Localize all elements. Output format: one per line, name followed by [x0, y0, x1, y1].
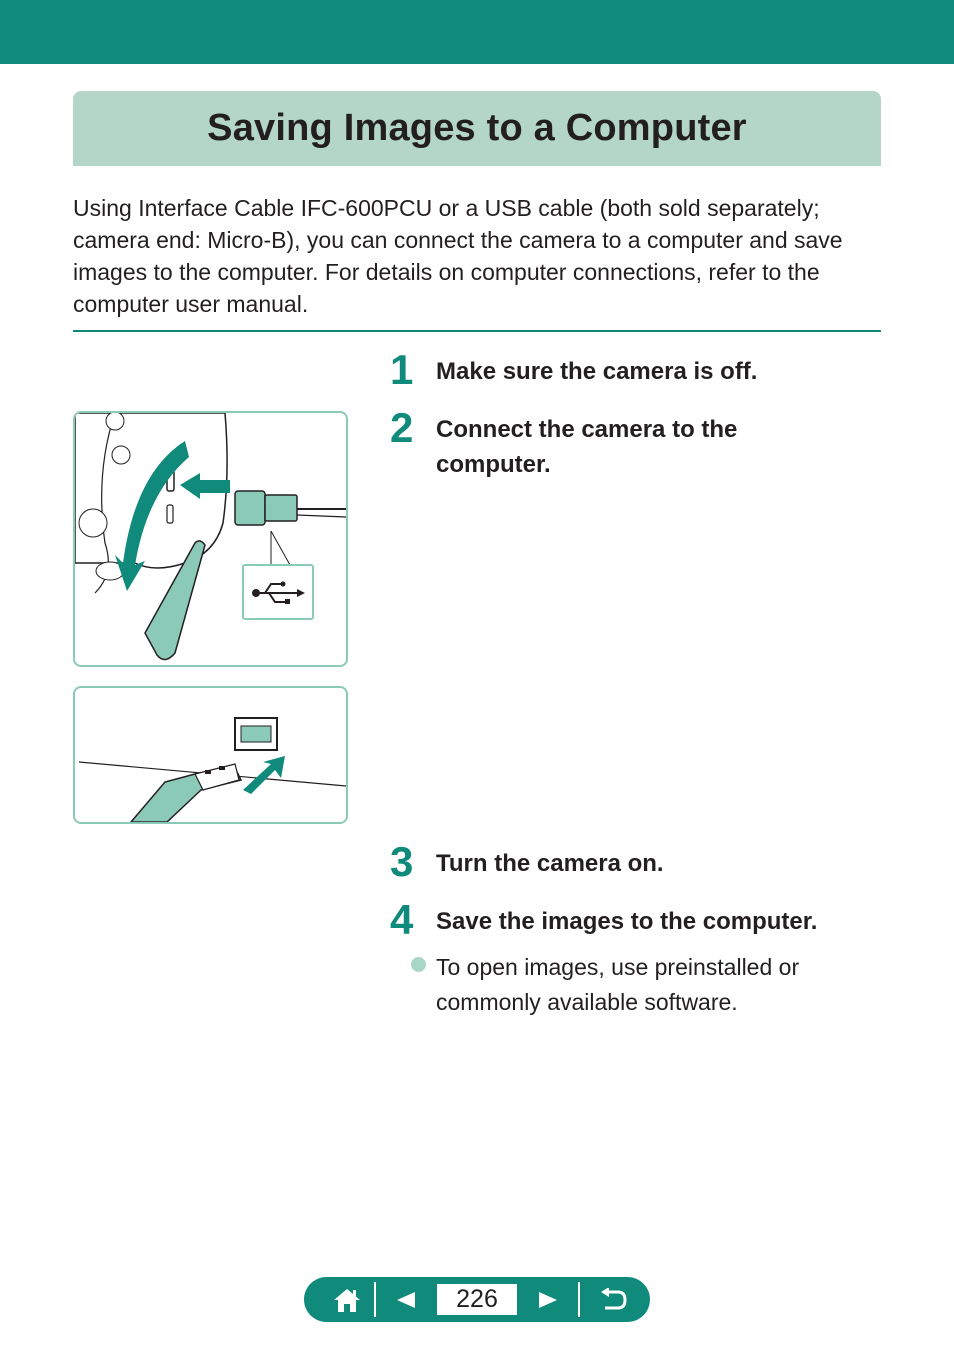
previous-page-button[interactable] — [384, 1277, 428, 1322]
section-divider — [73, 330, 881, 332]
computer-usb-illustration — [75, 688, 346, 822]
page-title: Saving Images to a Computer — [207, 107, 747, 149]
page-number: 226 — [437, 1284, 517, 1315]
page-navigation-bar — [304, 1277, 650, 1322]
next-triangle-icon — [538, 1291, 558, 1309]
step-number: 3 — [390, 838, 414, 885]
step-text: Save the images to the computer. — [436, 908, 818, 935]
bullet-text: To open images, use preinstalled or commonly available software. — [436, 954, 800, 1015]
return-icon — [599, 1288, 627, 1312]
nav-separator — [578, 1282, 580, 1317]
step-text: Connect the camera to the computer. — [436, 416, 738, 478]
computer-connection-illustration — [73, 686, 348, 824]
step-text: Turn the camera on. — [436, 850, 664, 877]
return-button[interactable] — [588, 1277, 638, 1322]
step-number: 1 — [390, 346, 414, 393]
prev-triangle-icon — [396, 1291, 416, 1309]
step-number: 2 — [390, 404, 414, 451]
home-icon — [333, 1287, 361, 1313]
title-band — [73, 91, 881, 166]
bullet-dot-icon — [411, 957, 426, 972]
step-text: Make sure the camera is off. — [436, 358, 758, 385]
camera-connection-illustration — [73, 411, 348, 667]
top-header-bar — [0, 0, 954, 64]
next-page-button[interactable] — [526, 1277, 570, 1322]
intro-paragraph: Using Interface Cable IFC-600PCU or a USB cable (both sold separately; camera end: Micro-B), you can connect the camera to a computer and save images to the computer. For details on computer connections, refer to the computer user manual. — [73, 195, 843, 317]
step-number: 4 — [390, 896, 414, 943]
camera-usb-illustration — [75, 413, 346, 665]
nav-separator — [374, 1282, 376, 1317]
home-button[interactable] — [322, 1277, 372, 1322]
